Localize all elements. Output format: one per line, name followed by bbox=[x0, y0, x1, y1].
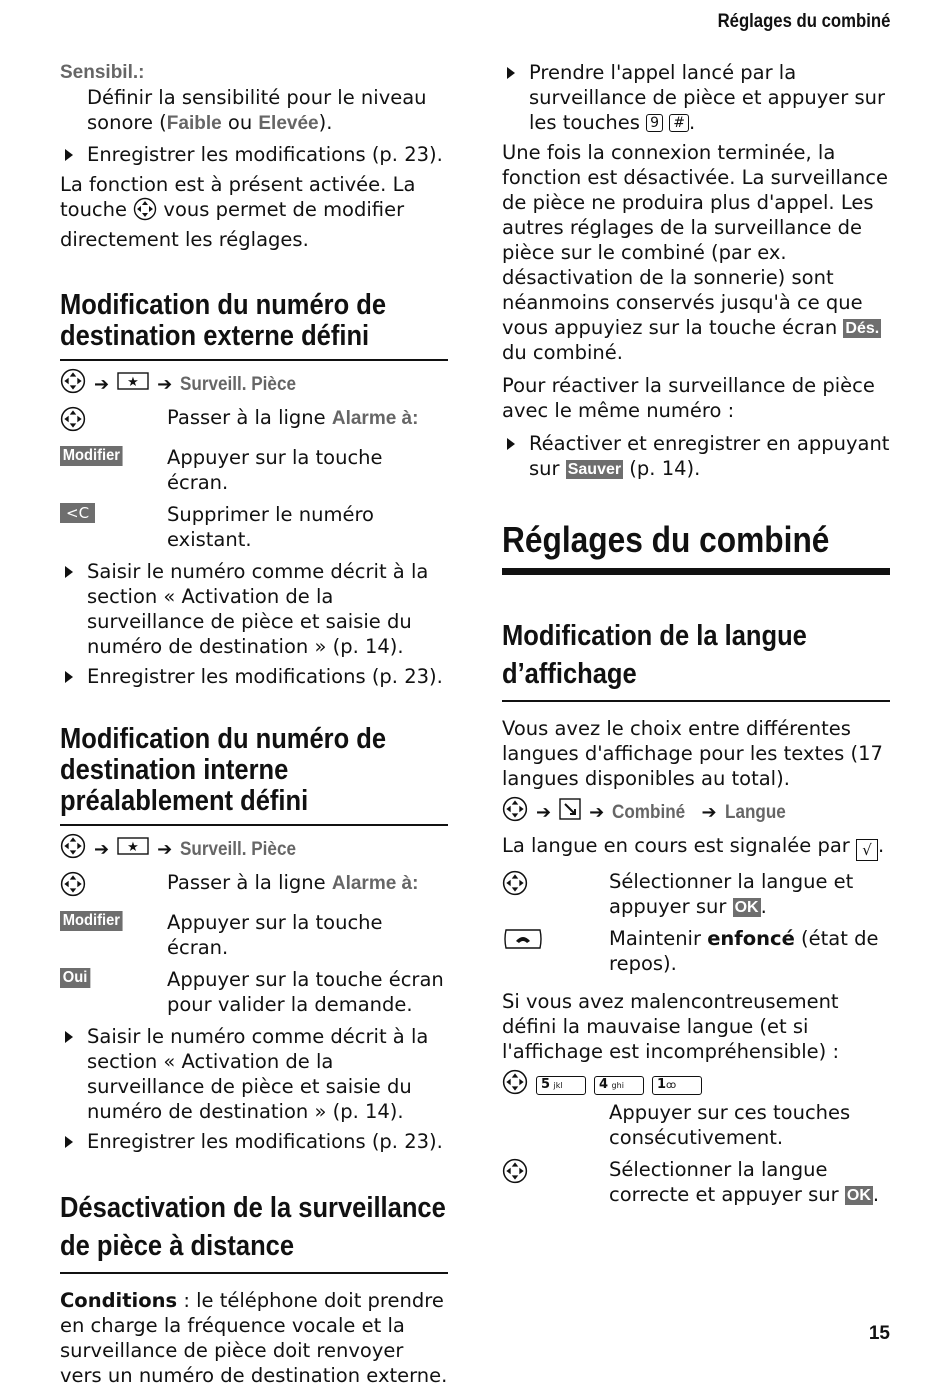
key-4: 4 ghi bbox=[594, 1076, 644, 1095]
fin-paragraph: Une fois la connexion terminée, la fonction est désactivée. La surveillance de pièce ne produira plus d'appel. Les autres réglages de la surveillance de pièce sur le combiné (par ex. désactivation de la sonnerie) sont néanmoins conservés jusqu'à ce que vous appuyiez sur la touche écran Dés. du combiné. bbox=[502, 141, 888, 364]
chapter-title: Réglages du combiné bbox=[502, 519, 830, 560]
si-vous-paragraph: Si vous avez malencontreusement défini la mauvaise langue (et si l'affichage est incompréhensible) : bbox=[502, 990, 840, 1063]
alarme-term: Alarme à: bbox=[331, 873, 419, 894]
heading-lang-line2: d’affichage bbox=[502, 658, 637, 690]
chapter-heading bbox=[502, 520, 890, 575]
saisir-step-ext: Saisir le numéro comme décrit à la section « Activation de la surveillance de pièce et saisie du numéro de destination » (p. 14). bbox=[60, 559, 448, 659]
step-select-lang: Sélectionner la langue et appuyer sur OK . bbox=[502, 869, 890, 919]
section-ext-heading bbox=[60, 290, 448, 361]
nav-path-lang bbox=[502, 799, 890, 825]
elevee-term: Elevée bbox=[258, 113, 319, 134]
heading-int-line1: Modification du numéro de bbox=[60, 723, 387, 755]
heading-lang-line1: Modification de la langue bbox=[502, 620, 807, 652]
navigation-key-icon bbox=[502, 870, 528, 902]
sensibil-label: Sensibil.: bbox=[60, 62, 145, 83]
running-header: Réglages du combiné bbox=[717, 11, 890, 32]
nav-term-langue: Langue bbox=[724, 801, 786, 823]
step-passer-int: Passer à la ligne Alarme à: bbox=[60, 870, 448, 903]
heading-ext-line2: destination externe défini bbox=[60, 320, 370, 352]
arrow-icon: ➔ bbox=[94, 838, 110, 860]
ok-softkey: OK bbox=[846, 1187, 871, 1204]
section-lang-heading bbox=[502, 617, 890, 702]
heading-ext-line1: Modification du numéro de bbox=[60, 289, 387, 321]
arrow-icon: ➔ bbox=[536, 801, 552, 823]
step-maintenir: Maintenir enfoncé (état de repos). bbox=[502, 926, 890, 976]
key-sequence bbox=[502, 1072, 890, 1098]
save-step-1: Enregistrer les modifications (p. 23). bbox=[60, 142, 448, 167]
faible-term: Faible bbox=[166, 113, 222, 134]
key-1: 1ꝏ bbox=[652, 1076, 702, 1095]
navigation-key-icon bbox=[60, 406, 86, 438]
nav-term-combine: Combiné bbox=[612, 801, 686, 823]
key-5: 5 jkl bbox=[536, 1076, 586, 1095]
step-modifier-ext: Modifier Appuyer sur la touche écran. bbox=[60, 445, 448, 495]
clear-key-icon: <C bbox=[60, 503, 95, 523]
heading-int-line2: destination interne bbox=[60, 754, 289, 786]
arrow-icon: ➔ bbox=[94, 373, 110, 395]
save-step-2: Enregistrer les modifications (p. 23). bbox=[60, 664, 448, 689]
settings-menu-icon bbox=[559, 798, 581, 826]
nav-term-surveill: Surveill. Pièce bbox=[180, 373, 297, 395]
nav-path-int bbox=[60, 836, 448, 862]
star-key-icon bbox=[117, 836, 149, 862]
heading-int-line3: préalablement défini bbox=[60, 785, 309, 817]
navigation-key-icon bbox=[60, 368, 86, 400]
sauver-softkey: Sauver bbox=[567, 461, 622, 478]
reactiver-intro: Pour réactiver la surveillance de pièce avec le même numéro : bbox=[502, 374, 875, 422]
svg-text:★: ★ bbox=[127, 840, 139, 855]
heading-des-line2: de pièce à distance bbox=[60, 1230, 295, 1262]
step-appuyer-touches: Appuyer sur ces touches consécutivement. bbox=[609, 1101, 851, 1149]
svg-text:★: ★ bbox=[127, 375, 139, 390]
key-hash: # bbox=[669, 114, 689, 132]
navigation-key-icon bbox=[502, 796, 528, 828]
prendre-step: Prendre l'appel lancé par la surveillance de pièce et appuyer sur les touches 9 # . bbox=[502, 60, 890, 135]
nav-path-ext bbox=[60, 371, 448, 397]
key-9: 9 bbox=[646, 114, 663, 132]
step-oui: Oui Appuyer sur la touche écran pour valider la demande. bbox=[60, 967, 448, 1017]
des-softkey: Dés. bbox=[845, 320, 880, 337]
modifier-softkey: Modifier bbox=[60, 911, 123, 931]
right-column bbox=[502, 60, 890, 1214]
modifier-softkey: Modifier bbox=[60, 446, 123, 466]
saisir-step-int: Saisir le numéro comme décrit à la section « Activation de la surveillance de pièce et saisie du numéro de destination » (p. 14). bbox=[60, 1024, 448, 1124]
alarme-term: Alarme à: bbox=[331, 408, 419, 429]
step-modifier-int: Modifier Appuyer sur la touche écran. bbox=[60, 910, 448, 960]
page-number: 15 bbox=[868, 1323, 890, 1344]
step-passer-ext: Passer à la ligne Alarme à: bbox=[60, 405, 448, 438]
navigation-key-icon bbox=[60, 833, 86, 865]
conditions-paragraph: Conditions : le téléphone doit prendre en charge la fréquence vocale et la surveillance de pièce doit renvoyer vers un numéro de destination externe. bbox=[60, 1289, 448, 1387]
navigation-key-icon bbox=[502, 1158, 528, 1190]
star-key-icon bbox=[117, 371, 149, 397]
section-int-heading bbox=[60, 724, 448, 826]
en-cours-paragraph: La langue en cours est signalée par √ . bbox=[502, 834, 885, 859]
arrow-icon: ➔ bbox=[701, 801, 717, 823]
end-call-key-icon bbox=[502, 927, 544, 957]
arrow-icon: ➔ bbox=[157, 373, 173, 395]
section-des-heading bbox=[60, 1189, 448, 1274]
arrow-icon: ➔ bbox=[157, 838, 173, 860]
sensibil-desc: Définir la sensibilité pour le niveau sonore (Faible ou Elevée). bbox=[87, 86, 427, 134]
reactiver-step: Réactiver et enregistrer en appuyant sur Sauver (p. 14). bbox=[502, 431, 890, 481]
step-supprimer: <C Supprimer le numéro existant. bbox=[60, 502, 448, 552]
choix-paragraph: Vous avez le choix entre différentes langues d'affichage pour les textes (17 langues disponibles au total). bbox=[502, 717, 883, 790]
checkmark-icon: √ bbox=[856, 839, 878, 861]
navigation-key-icon bbox=[502, 1069, 528, 1101]
step-select-correct: Sélectionner la langue correcte et appuyer sur OK . bbox=[502, 1157, 890, 1207]
arrow-icon: ➔ bbox=[589, 801, 605, 823]
navigation-key-icon bbox=[133, 197, 157, 227]
oui-softkey: Oui bbox=[60, 968, 90, 988]
save-step-3: Enregistrer les modifications (p. 23). bbox=[60, 1129, 448, 1154]
heading-des-line1: Désactivation de la surveillance bbox=[60, 1192, 446, 1224]
ok-softkey: OK bbox=[734, 899, 759, 916]
left-column bbox=[60, 60, 448, 1396]
active-paragraph: La fonction est à présent activée. La touche vous permet de modifier directement les réglages. bbox=[60, 173, 416, 251]
navigation-key-icon bbox=[60, 871, 86, 903]
nav-term-surveill: Surveill. Pièce bbox=[180, 838, 297, 860]
